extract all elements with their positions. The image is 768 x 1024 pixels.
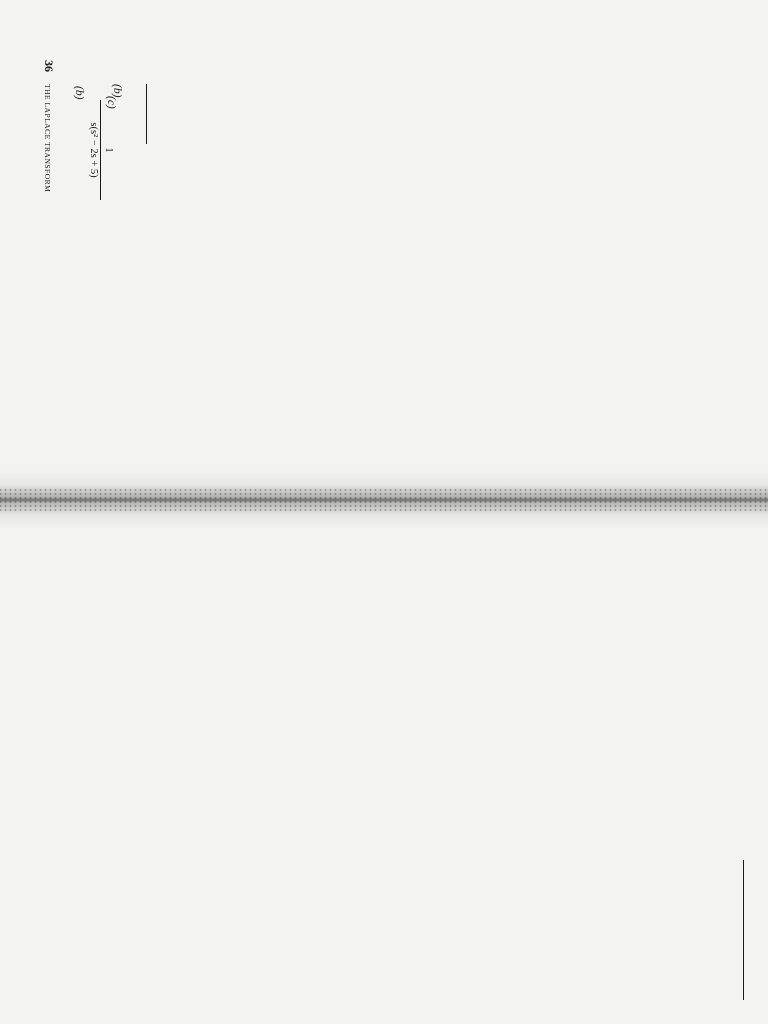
left-page-number: 36 [42, 60, 56, 72]
prev-item-c-label: (c) [105, 96, 117, 109]
fraction-denominator: s(s² − 2s + 5) [88, 122, 99, 178]
fraction-numerator: 1 [103, 147, 114, 153]
prev-b-bar [146, 84, 147, 144]
item-b-label: (b) [111, 84, 123, 98]
running-head: THE LAPLACE TRANSFORM [43, 84, 52, 193]
prev-item-b-label: (b) [73, 86, 85, 100]
prev-b-frac [145, 84, 148, 144]
